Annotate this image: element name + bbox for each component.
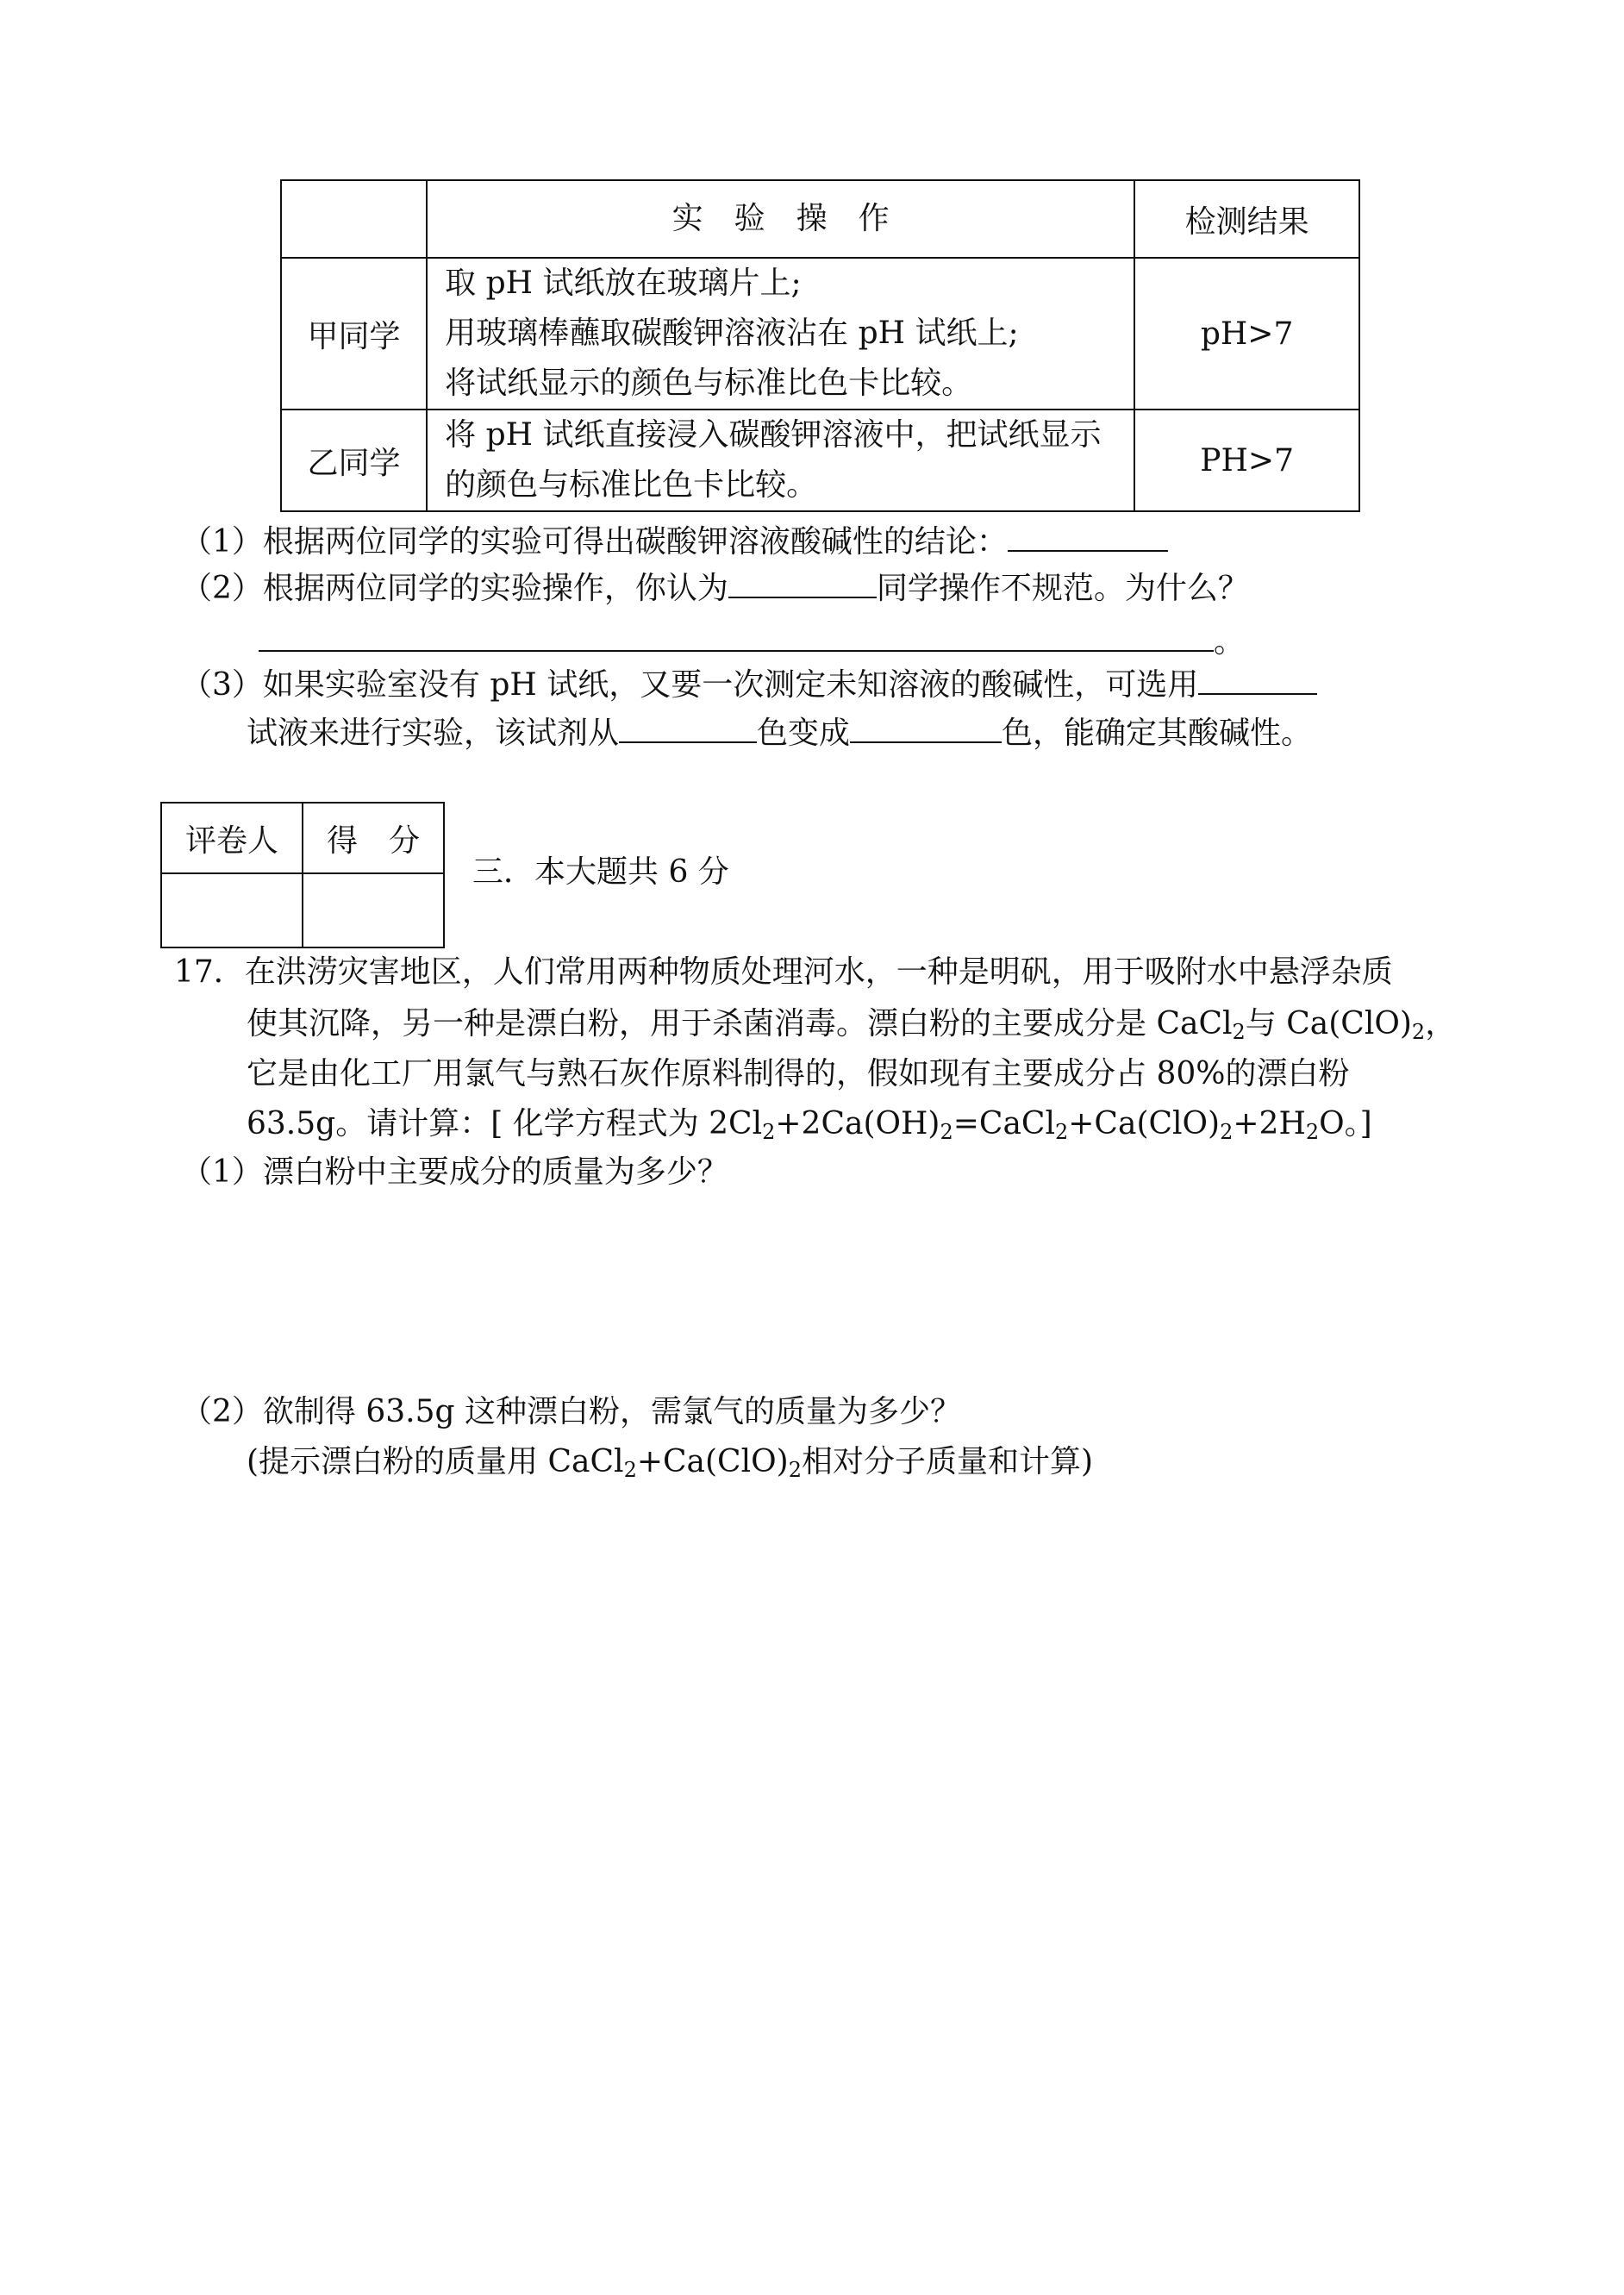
question-2 bbox=[181, 562, 1249, 613]
operation-line: 的颜色与标准比色卡比较。 bbox=[445, 467, 818, 503]
operation-cell bbox=[427, 258, 1134, 410]
text-run: +2Ca(OH) bbox=[775, 1106, 940, 1141]
answer-blank[interactable] bbox=[619, 707, 757, 743]
question-2-end: 。 bbox=[1214, 624, 1246, 660]
answer-blank[interactable] bbox=[1198, 659, 1317, 695]
answer-blank[interactable] bbox=[850, 707, 1002, 743]
answer-blank[interactable] bbox=[1008, 516, 1168, 552]
problem-17-hint bbox=[247, 1438, 1093, 1486]
problem-17-line-4 bbox=[247, 1100, 1372, 1148]
score-box bbox=[160, 802, 445, 948]
result-cell: PH>7 bbox=[1134, 410, 1359, 511]
text-run: 相对分子质量和计算) bbox=[801, 1444, 1094, 1479]
grader-label: 评卷人 bbox=[161, 803, 303, 873]
text-run: 使其沉降，另一种是漂白粉，用于杀菌消毒。漂白粉的主要成分是 CaCl bbox=[247, 1006, 1233, 1041]
subscript: 2 bbox=[762, 1120, 776, 1144]
table-row bbox=[281, 410, 1359, 511]
text-run: 63.5g。请计算：[ 化学方程式为 2Cl bbox=[247, 1106, 763, 1141]
section-3-title: 三．本大题共 6 分 bbox=[472, 854, 729, 890]
header-result: 检测结果 bbox=[1134, 180, 1359, 258]
header-operation: 实 验 操 作 bbox=[427, 180, 1134, 258]
table-header-row bbox=[281, 180, 1359, 258]
result-cell: pH>7 bbox=[1134, 258, 1359, 410]
problem-17-q2: （2）欲制得 63.5g 这种漂白粉，需氯气的质量为多少？ bbox=[181, 1394, 961, 1429]
question-3 bbox=[181, 659, 1317, 710]
text-run: 与 Ca(ClO) bbox=[1245, 1006, 1412, 1041]
problem-17-line-2 bbox=[247, 1000, 1456, 1048]
subscript: 2 bbox=[1305, 1120, 1320, 1144]
score-field[interactable] bbox=[303, 873, 444, 947]
question-3-cont bbox=[247, 707, 1312, 758]
text-run: (提示漂白粉的质量用 CaCl bbox=[247, 1444, 624, 1479]
grader-field[interactable] bbox=[161, 873, 303, 947]
subscript: 2 bbox=[1220, 1120, 1234, 1144]
subscript: 2 bbox=[1411, 1020, 1426, 1044]
student-name: 乙同学 bbox=[281, 410, 427, 511]
text-run: +2H bbox=[1233, 1106, 1306, 1141]
question-3-text-d: 色，能确定其酸碱性。 bbox=[1002, 716, 1313, 751]
subscript: 2 bbox=[1232, 1020, 1246, 1044]
problem-17-line-1: 17．在洪涝灾害地区，人们常用两种物质处理河水，一种是明矾，用于吸附水中悬浮杂质 bbox=[174, 954, 1393, 990]
text-run: =CaCl bbox=[953, 1106, 1055, 1141]
answer-blank[interactable] bbox=[259, 616, 1214, 652]
question-3-text-a: （3）如果实验室没有 pH 试纸，又要一次测定未知溶液的酸碱性，可选用 bbox=[181, 667, 1199, 703]
operation-line: 用玻璃棒蘸取碳酸钾溶液沾在 pH 试纸上; bbox=[445, 316, 1019, 351]
problem-17-q1: （1）漂白粉中主要成分的质量为多少？ bbox=[181, 1154, 728, 1190]
question-3-text-b: 试液来进行实验，该试剂从 bbox=[247, 716, 620, 751]
subscript: 2 bbox=[940, 1120, 953, 1144]
question-1-text: （1）根据两位同学的实验可得出碳酸钾溶液酸碱性的结论： bbox=[181, 524, 1008, 560]
text-run: ， bbox=[1425, 1006, 1457, 1041]
subscript: 2 bbox=[623, 1458, 637, 1482]
operation-line: 将试纸显示的颜色与标准比色卡比较。 bbox=[445, 366, 973, 401]
operation-cell bbox=[427, 410, 1134, 511]
question-2-text-b: 同学操作不规范。为什么？ bbox=[876, 571, 1249, 606]
text-run: O。] bbox=[1319, 1106, 1372, 1141]
question-2-text-a: （2）根据两位同学的实验操作，你认为 bbox=[181, 571, 728, 606]
score-label: 得 分 bbox=[303, 803, 444, 873]
subscript: 2 bbox=[1054, 1120, 1069, 1144]
question-3-text-c: 色变成 bbox=[757, 716, 851, 751]
answer-blank[interactable] bbox=[728, 562, 877, 598]
subscript: 2 bbox=[788, 1458, 802, 1482]
question-1 bbox=[181, 516, 1168, 566]
student-name: 甲同学 bbox=[281, 258, 427, 410]
experiment-table bbox=[280, 179, 1360, 512]
problem-17-line-3: 它是由化工厂用氯气与熟石灰作原料制得的，假如现有主要成分占 80%的漂白粉 bbox=[247, 1056, 1350, 1091]
table-row bbox=[281, 258, 1359, 410]
text-run: +Ca(ClO) bbox=[1068, 1106, 1221, 1141]
operation-line: 将 pH 试纸直接浸入碳酸钾溶液中，把试纸显示 bbox=[445, 417, 1102, 453]
operation-line: 取 pH 试纸放在玻璃片上; bbox=[445, 266, 802, 301]
header-blank-cell bbox=[281, 180, 427, 258]
text-run: +Ca(ClO) bbox=[636, 1444, 789, 1479]
